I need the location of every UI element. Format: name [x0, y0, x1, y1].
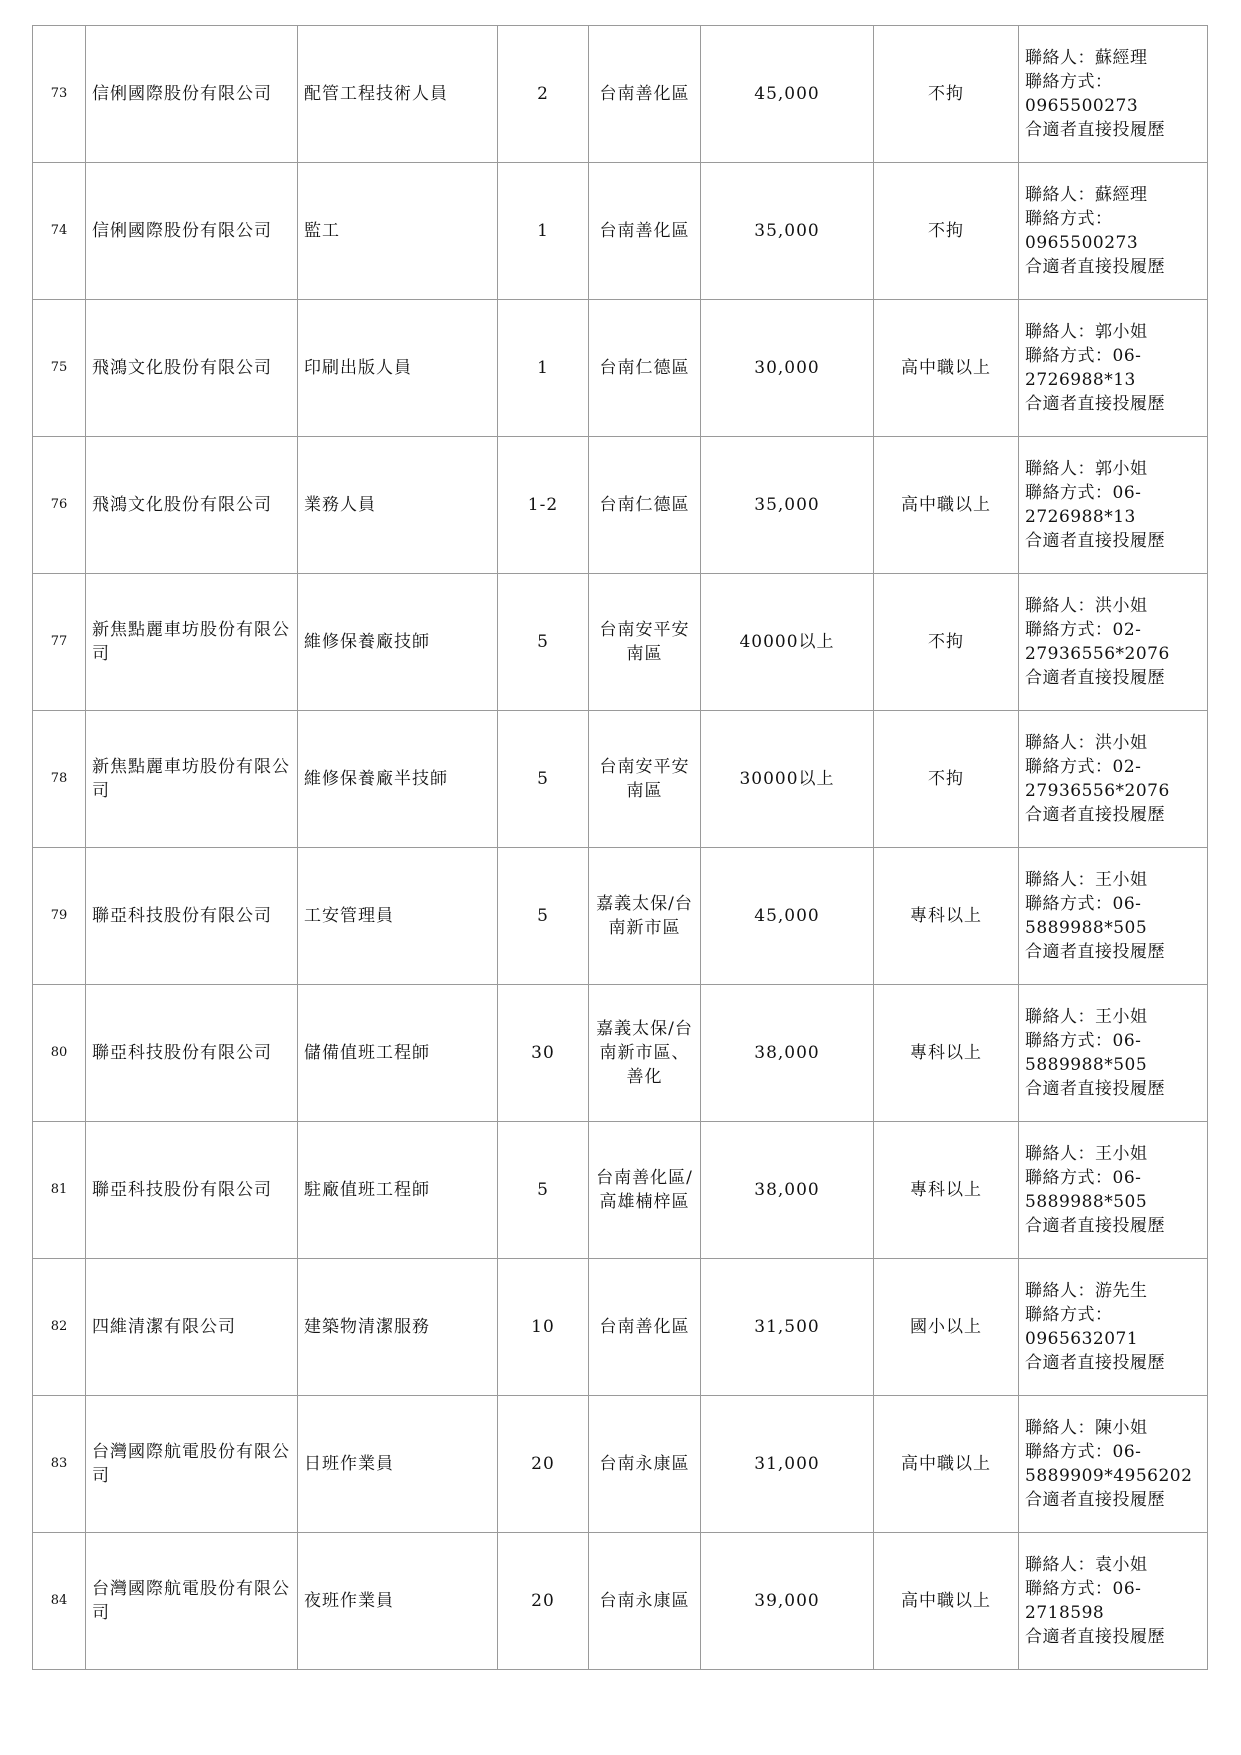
location-cell: 台南善化區	[589, 1259, 701, 1396]
contact-cell	[1019, 163, 1208, 300]
location-cell: 嘉義太保/台南新市區	[589, 848, 701, 985]
contact-note: 合適者直接投履歷	[1025, 1216, 1165, 1236]
company-cell: 飛鴻文化股份有限公司	[86, 437, 298, 574]
contact-method-label: 聯絡方式：	[1025, 1305, 1113, 1325]
contact-phone: 2726988*13	[1025, 507, 1136, 527]
job-title-cell: 日班作業員	[298, 1396, 498, 1533]
location-cell: 台南善化區	[589, 26, 701, 163]
table-row	[33, 1533, 1208, 1670]
contact-phone: 27936556*2076	[1025, 781, 1170, 801]
contact-cell	[1019, 1122, 1208, 1259]
row-number-cell: 84	[33, 1533, 86, 1670]
contact-person: 聯絡人：王小姐	[1025, 1007, 1148, 1027]
contact-cell	[1019, 848, 1208, 985]
headcount-cell: 10	[498, 1259, 589, 1396]
contact-note: 合適者直接投履歷	[1025, 257, 1165, 277]
contact-phone: 0965632071	[1025, 1329, 1139, 1349]
row-number-cell: 79	[33, 848, 86, 985]
contact-method-label: 聯絡方式：06-	[1025, 483, 1142, 503]
contact-cell	[1019, 1396, 1208, 1533]
company-cell: 新焦點麗車坊股份有限公司	[86, 574, 298, 711]
headcount-cell: 5	[498, 711, 589, 848]
table-row	[33, 985, 1208, 1122]
job-title-cell: 業務人員	[298, 437, 498, 574]
contact-note: 合適者直接投履歷	[1025, 1627, 1165, 1647]
contact-note: 合適者直接投履歷	[1025, 120, 1165, 140]
company-cell: 信俐國際股份有限公司	[86, 163, 298, 300]
headcount-cell: 5	[498, 848, 589, 985]
row-number-cell: 74	[33, 163, 86, 300]
contact-note: 合適者直接投履歷	[1025, 531, 1165, 551]
salary-cell: 30000以上	[701, 711, 874, 848]
contact-cell	[1019, 300, 1208, 437]
contact-method-label: 聯絡方式：06-	[1025, 1168, 1142, 1188]
contact-cell	[1019, 985, 1208, 1122]
company-cell: 飛鴻文化股份有限公司	[86, 300, 298, 437]
location-cell: 嘉義太保/台南新市區、善化	[589, 985, 701, 1122]
job-listing-table	[32, 25, 1208, 1670]
contact-person: 聯絡人：郭小姐	[1025, 459, 1148, 479]
job-title-cell: 配管工程技術人員	[298, 26, 498, 163]
contact-phone: 0965500273	[1025, 96, 1139, 116]
company-cell: 聯亞科技股份有限公司	[86, 985, 298, 1122]
company-cell: 信俐國際股份有限公司	[86, 26, 298, 163]
contact-person: 聯絡人：王小姐	[1025, 1144, 1148, 1164]
job-title-cell: 駐廠值班工程師	[298, 1122, 498, 1259]
contact-phone: 2726988*13	[1025, 370, 1136, 390]
salary-cell: 31,500	[701, 1259, 874, 1396]
headcount-cell: 1	[498, 163, 589, 300]
table-row	[33, 437, 1208, 574]
salary-cell: 38,000	[701, 985, 874, 1122]
contact-person: 聯絡人：蘇經理	[1025, 185, 1148, 205]
salary-cell: 30,000	[701, 300, 874, 437]
contact-phone: 2718598	[1025, 1603, 1105, 1623]
education-cell: 專科以上	[874, 985, 1019, 1122]
table-row	[33, 300, 1208, 437]
salary-cell: 38,000	[701, 1122, 874, 1259]
contact-cell	[1019, 711, 1208, 848]
headcount-cell: 5	[498, 574, 589, 711]
education-cell: 國小以上	[874, 1259, 1019, 1396]
education-cell: 高中職以上	[874, 300, 1019, 437]
table-row	[33, 574, 1208, 711]
salary-cell: 39,000	[701, 1533, 874, 1670]
contact-person: 聯絡人：陳小姐	[1025, 1418, 1148, 1438]
education-cell: 高中職以上	[874, 1396, 1019, 1533]
contact-note: 合適者直接投履歷	[1025, 1490, 1165, 1510]
contact-person: 聯絡人：郭小姐	[1025, 322, 1148, 342]
job-title-cell: 工安管理員	[298, 848, 498, 985]
contact-method-label: 聯絡方式：02-	[1025, 620, 1142, 640]
contact-person: 聯絡人：游先生	[1025, 1281, 1148, 1301]
contact-person: 聯絡人：袁小姐	[1025, 1555, 1148, 1575]
salary-cell: 35,000	[701, 437, 874, 574]
contact-phone: 5889988*505	[1025, 1055, 1148, 1075]
contact-person: 聯絡人：王小姐	[1025, 870, 1148, 890]
row-number-cell: 82	[33, 1259, 86, 1396]
education-cell: 不拘	[874, 26, 1019, 163]
company-cell: 聯亞科技股份有限公司	[86, 848, 298, 985]
job-title-cell: 儲備值班工程師	[298, 985, 498, 1122]
location-cell: 台南永康區	[589, 1533, 701, 1670]
headcount-cell: 30	[498, 985, 589, 1122]
salary-cell: 45,000	[701, 26, 874, 163]
table-row	[33, 26, 1208, 163]
education-cell: 專科以上	[874, 848, 1019, 985]
table-row	[33, 848, 1208, 985]
job-title-cell: 維修保養廠半技師	[298, 711, 498, 848]
location-cell: 台南仁德區	[589, 300, 701, 437]
row-number-cell: 76	[33, 437, 86, 574]
education-cell: 不拘	[874, 574, 1019, 711]
contact-method-label: 聯絡方式：	[1025, 72, 1113, 92]
contact-person: 聯絡人：洪小姐	[1025, 596, 1148, 616]
contact-note: 合適者直接投履歷	[1025, 1079, 1165, 1099]
contact-cell	[1019, 1533, 1208, 1670]
contact-cell	[1019, 574, 1208, 711]
row-number-cell: 73	[33, 26, 86, 163]
headcount-cell: 1-2	[498, 437, 589, 574]
contact-method-label: 聯絡方式：	[1025, 209, 1113, 229]
education-cell: 高中職以上	[874, 437, 1019, 574]
row-number-cell: 77	[33, 574, 86, 711]
contact-phone: 5889988*505	[1025, 1192, 1148, 1212]
contact-cell	[1019, 1259, 1208, 1396]
education-cell: 專科以上	[874, 1122, 1019, 1259]
contact-phone: 5889988*505	[1025, 918, 1148, 938]
contact-phone: 0965500273	[1025, 233, 1139, 253]
contact-cell	[1019, 437, 1208, 574]
job-title-cell: 監工	[298, 163, 498, 300]
contact-cell	[1019, 26, 1208, 163]
company-cell: 聯亞科技股份有限公司	[86, 1122, 298, 1259]
table-row	[33, 1396, 1208, 1533]
contact-method-label: 聯絡方式：06-	[1025, 346, 1142, 366]
location-cell: 台南善化區	[589, 163, 701, 300]
row-number-cell: 81	[33, 1122, 86, 1259]
contact-person: 聯絡人：蘇經理	[1025, 48, 1148, 68]
salary-cell: 35,000	[701, 163, 874, 300]
contact-phone: 27936556*2076	[1025, 644, 1170, 664]
contact-method-label: 聯絡方式：06-	[1025, 894, 1142, 914]
location-cell: 台南永康區	[589, 1396, 701, 1533]
table-row	[33, 163, 1208, 300]
salary-cell: 31,000	[701, 1396, 874, 1533]
headcount-cell: 20	[498, 1396, 589, 1533]
education-cell: 高中職以上	[874, 1533, 1019, 1670]
salary-cell: 40000以上	[701, 574, 874, 711]
location-cell: 台南安平安南區	[589, 574, 701, 711]
contact-note: 合適者直接投履歷	[1025, 805, 1165, 825]
company-cell: 台灣國際航電股份有限公司	[86, 1396, 298, 1533]
job-title-cell: 夜班作業員	[298, 1533, 498, 1670]
contact-note: 合適者直接投履歷	[1025, 1353, 1165, 1373]
table-row	[33, 1259, 1208, 1396]
contact-note: 合適者直接投履歷	[1025, 942, 1165, 962]
headcount-cell: 20	[498, 1533, 589, 1670]
contact-person: 聯絡人：洪小姐	[1025, 733, 1148, 753]
contact-note: 合適者直接投履歷	[1025, 394, 1165, 414]
company-cell: 四維清潔有限公司	[86, 1259, 298, 1396]
location-cell: 台南安平安南區	[589, 711, 701, 848]
contact-method-label: 聯絡方式：02-	[1025, 757, 1142, 777]
contact-note: 合適者直接投履歷	[1025, 668, 1165, 688]
headcount-cell: 2	[498, 26, 589, 163]
company-cell: 台灣國際航電股份有限公司	[86, 1533, 298, 1670]
row-number-cell: 78	[33, 711, 86, 848]
job-title-cell: 印刷出版人員	[298, 300, 498, 437]
contact-method-label: 聯絡方式：06-	[1025, 1579, 1142, 1599]
contact-method-label: 聯絡方式：06-	[1025, 1031, 1142, 1051]
contact-method-label: 聯絡方式：06-	[1025, 1442, 1142, 1462]
contact-phone: 5889909*4956202	[1025, 1466, 1193, 1486]
company-cell: 新焦點麗車坊股份有限公司	[86, 711, 298, 848]
location-cell: 台南善化區/高雄楠梓區	[589, 1122, 701, 1259]
row-number-cell: 80	[33, 985, 86, 1122]
location-cell: 台南仁德區	[589, 437, 701, 574]
salary-cell: 45,000	[701, 848, 874, 985]
education-cell: 不拘	[874, 711, 1019, 848]
headcount-cell: 5	[498, 1122, 589, 1259]
job-title-cell: 維修保養廠技師	[298, 574, 498, 711]
table-row	[33, 711, 1208, 848]
job-listing-body	[33, 26, 1208, 1670]
headcount-cell: 1	[498, 300, 589, 437]
row-number-cell: 83	[33, 1396, 86, 1533]
job-title-cell: 建築物清潔服務	[298, 1259, 498, 1396]
row-number-cell: 75	[33, 300, 86, 437]
table-row	[33, 1122, 1208, 1259]
education-cell: 不拘	[874, 163, 1019, 300]
